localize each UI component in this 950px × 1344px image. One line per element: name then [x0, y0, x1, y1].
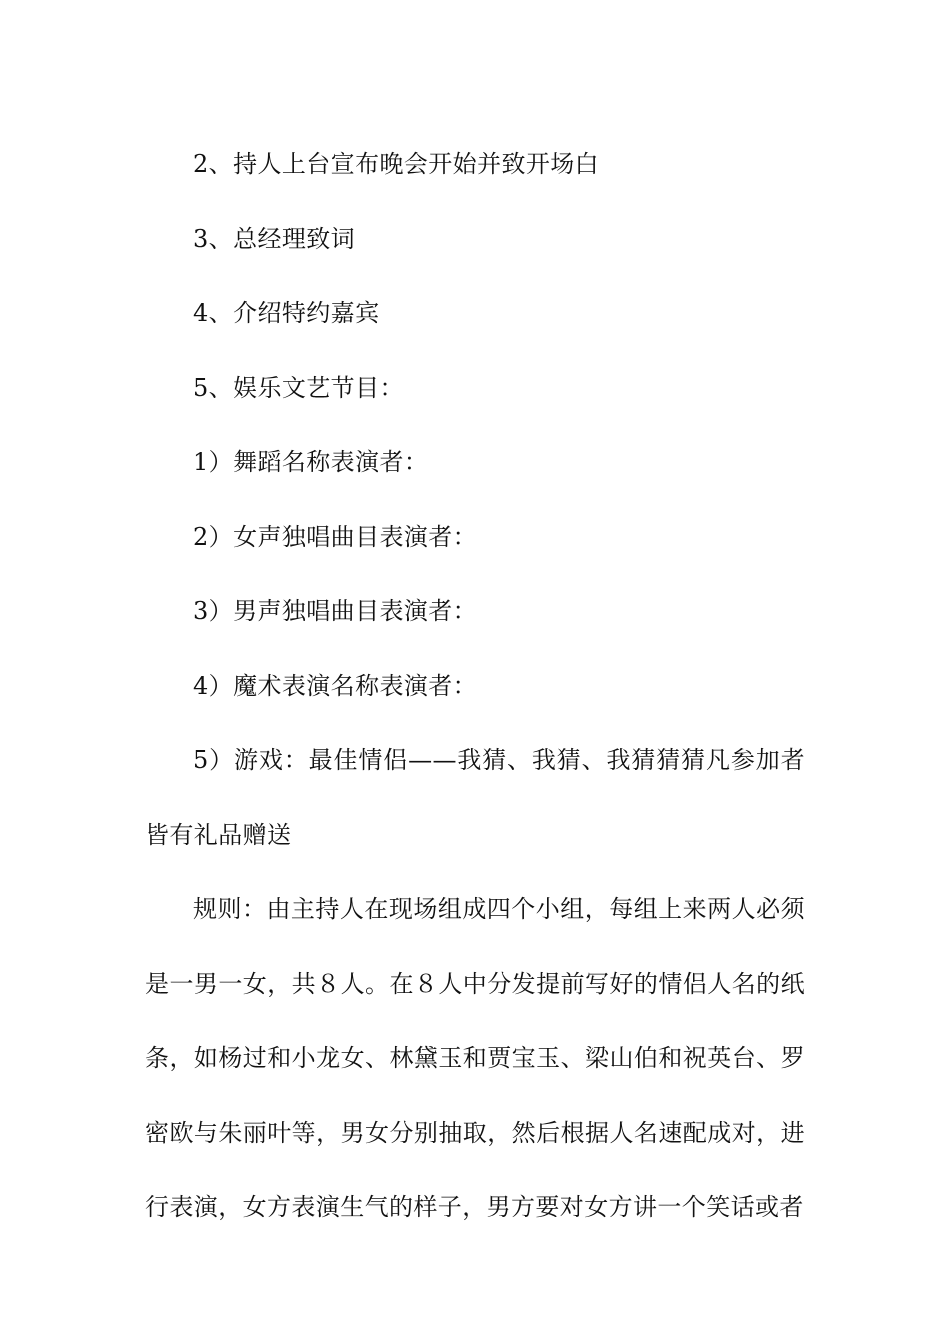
paragraph-magic: 4）魔术表演名称表演者： [193, 671, 478, 700]
paragraph-game: 5）游戏：最佳情侣——我猜、我猜、我猜猜猜凡参加者皆有礼品赠送 [145, 746, 805, 849]
paragraph-opening-remarks: 2、持人上台宣布晚会开始并致开场白 [193, 150, 600, 178]
paragraph-entertainment: 5、娱乐文艺节目： [193, 373, 404, 402]
document-body [145, 127, 805, 1245]
paragraph-male-solo: 3）男声独唱曲目表演者： [193, 597, 478, 625]
paragraph-gm-speech: 3、总经理致词 [193, 224, 356, 253]
paragraph-guest-intro: 4、介绍特约嘉宾 [193, 299, 380, 327]
paragraph-female-solo: 2）女声独唱曲目表演者： [193, 522, 478, 551]
paragraph-rules: 规则：由主持人在现场组成四个小组，每组上来两人必须是一男一女，共８人。在８人中分发提前写好的情侣人名的纸条，如杨过和小龙女、林黛玉和贾宝玉、梁山伯和祝英台、罗密欧与朱丽叶等，男女分别抽取，然后根据人名速配成对，进行表演，女方表演生气的样子，男方要对女方讲一个笑话或者 [145, 895, 805, 1221]
paragraph-dance: 1）舞蹈名称表演者： [193, 448, 429, 476]
